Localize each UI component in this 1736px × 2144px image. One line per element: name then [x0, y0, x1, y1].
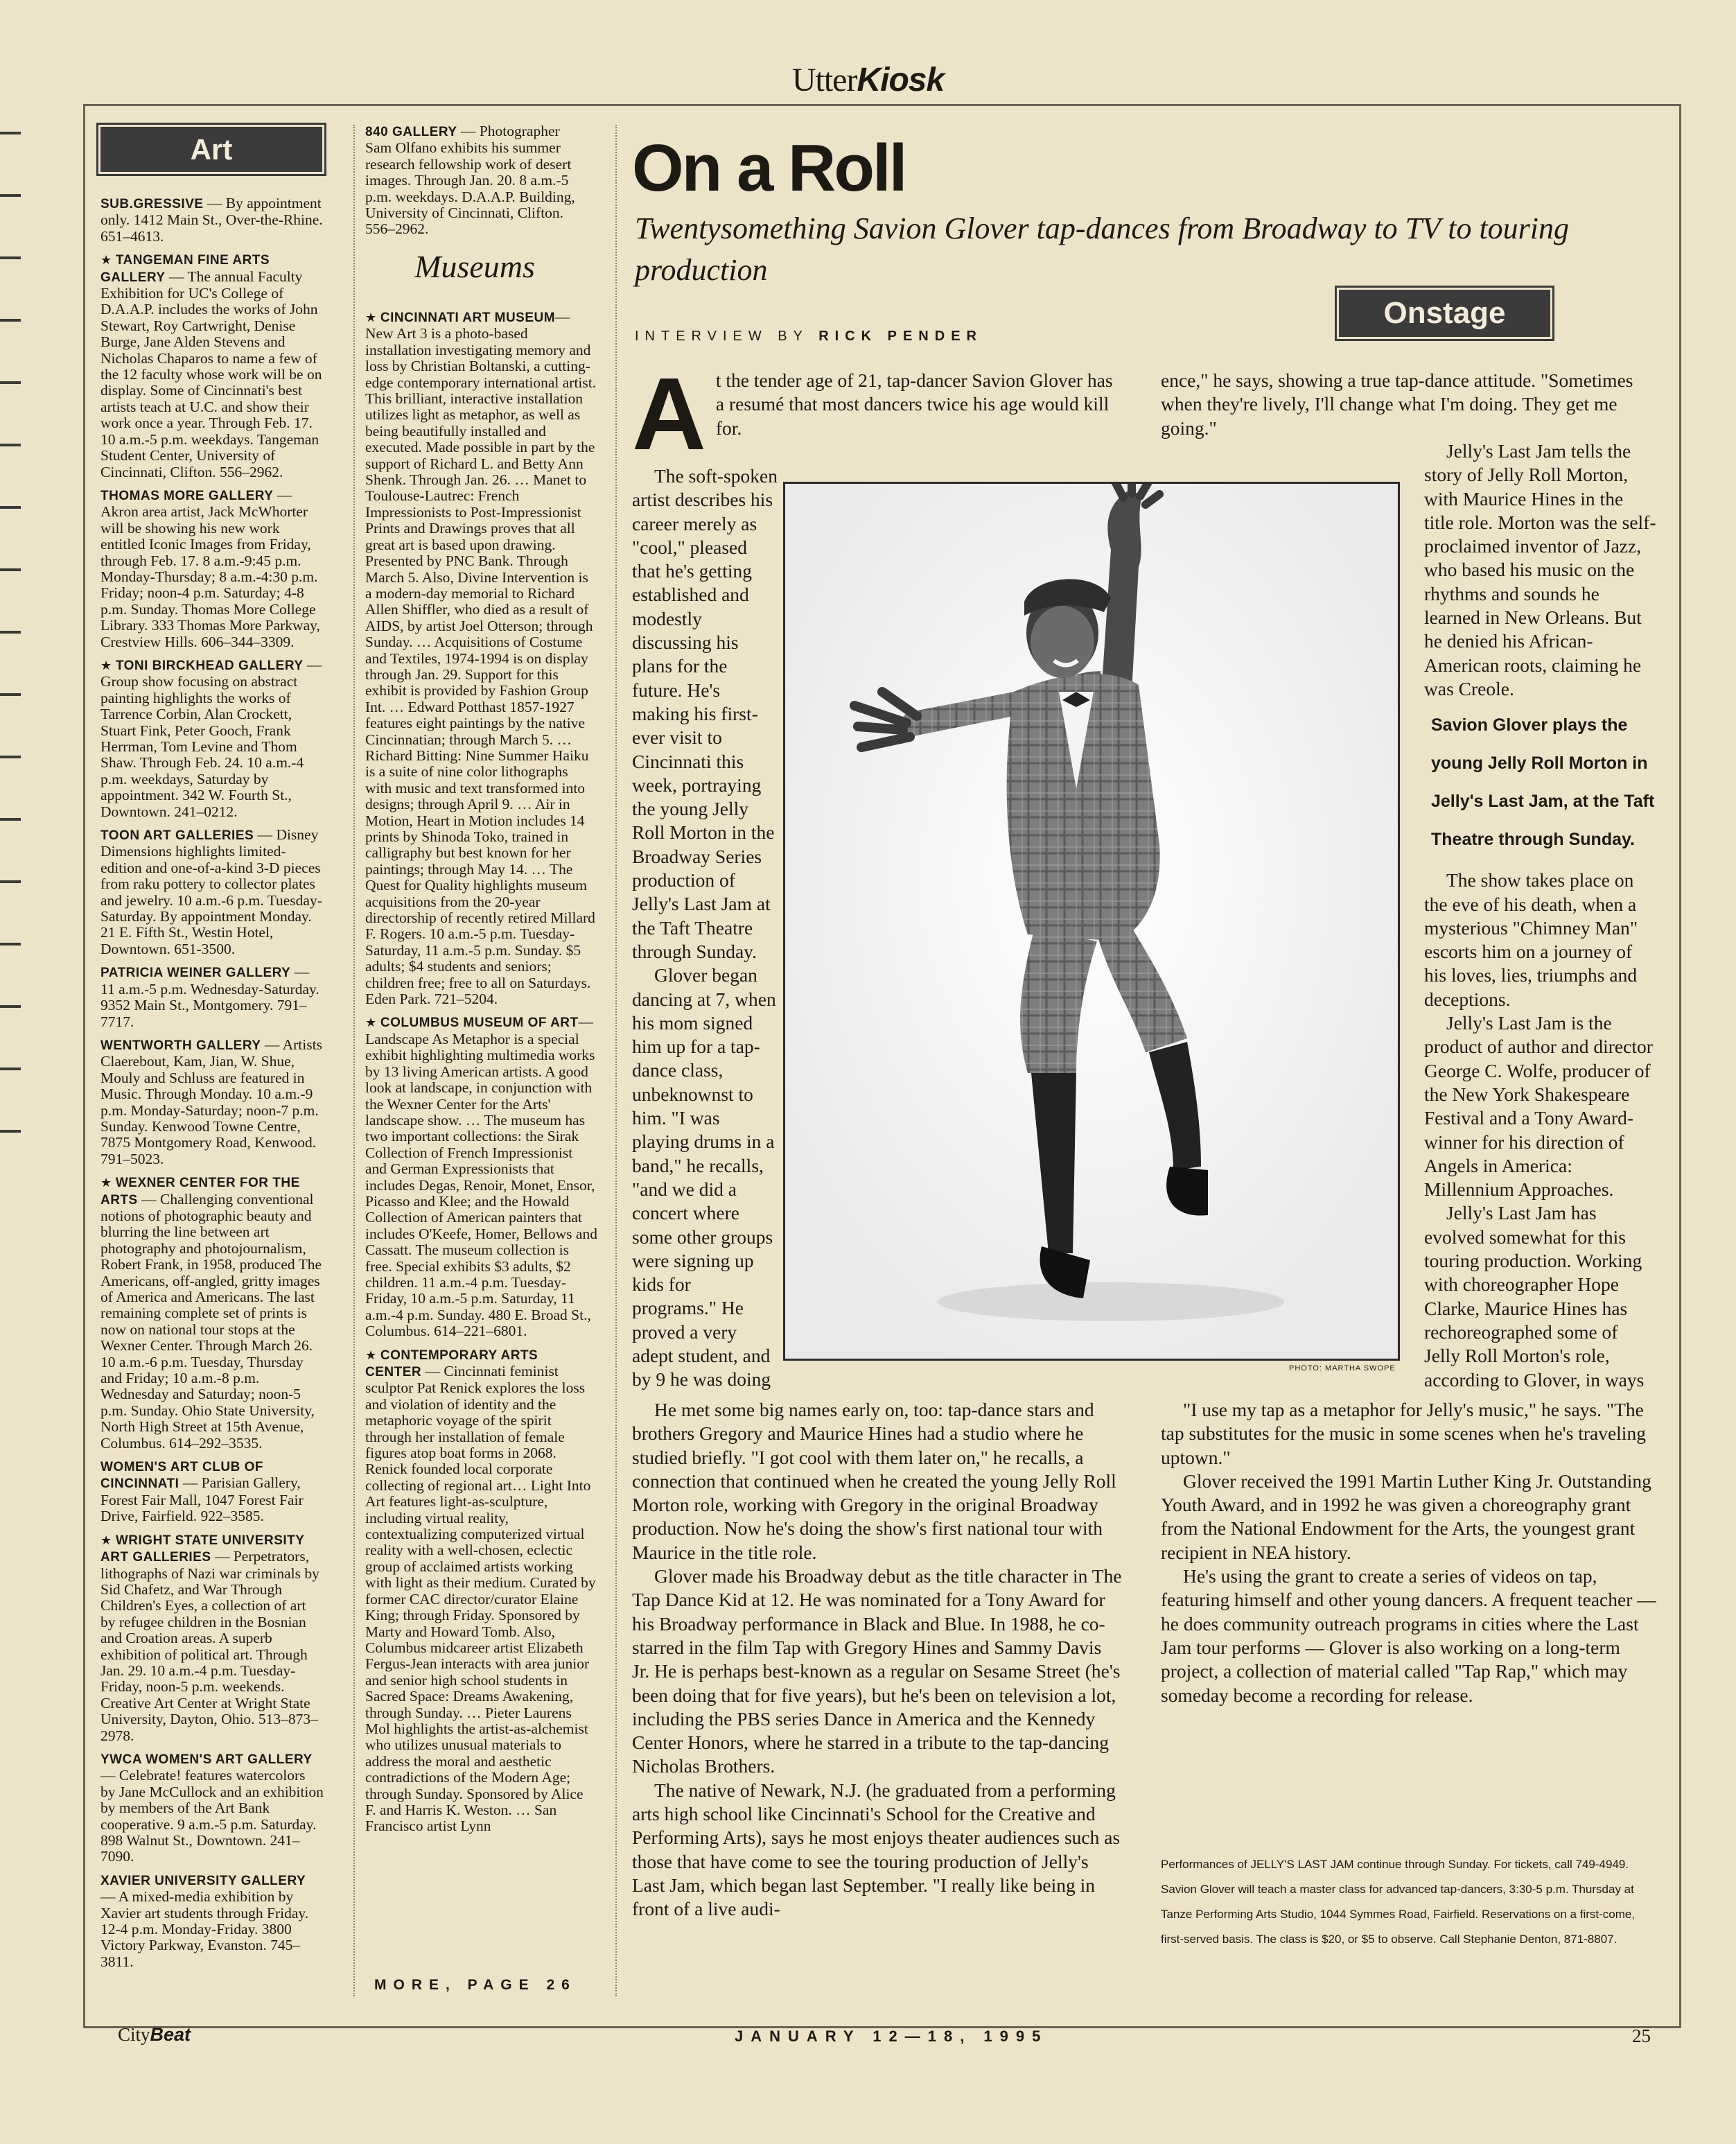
article-paragraph: Jelly's Last Jam is the product of author and director George C. Wolfe, producer of the New York Shakespeare Festival and a Tony Award-winner for his direction of Angels in America: Millennium Approaches. — [1424, 1012, 1653, 1201]
listing-name: WENTWORTH GALLERY — [100, 1038, 261, 1053]
listing-details: — Challenging conventional notions of photographic beauty and blurring the line between art photography and photojournalism, Robert Frank, in 1958, produced The Americans, off-angled, gritty images of America and Americans. The last remaining complete set of prints is now on national tour stops at the Wexner Center. Through March 26. 10 a.m.-6 p.m. Tuesday, Thursday and Friday; 10 a.m.-8 p.m. Wednesday and Saturday; noon-5 p.m. Sunday. Ohio State University, North High Street at 15th Avenue, Columbus. 614–292–3535. — [100, 1190, 322, 1452]
listing-entry — [100, 1872, 324, 1970]
listing-name: WRIGHT STATE UNIVERSITY ART GALLERIES — [100, 1533, 305, 1565]
photo-credit: PHOTO: MARTHA SWOPE — [1289, 1364, 1396, 1372]
article-paragraph: Jelly's Last Jam has evolved somewhat for this touring production. Working with choreographer Hope Clarke, Maurice Hines has rechoreographed some of Jelly Roll Morton's role, according to Glover, in ways — [1424, 1202, 1645, 1391]
issue-date: JANUARY 12—18, 1995 — [735, 2028, 1049, 2045]
listing-name: CINCINNATI ART MUSEUM — [380, 311, 556, 325]
listing-name: TONI BIRCKHEAD GALLERY — [115, 658, 304, 673]
listing-entry — [100, 1037, 324, 1167]
article-right-bottom — [1161, 1398, 1656, 1707]
logo-utter: Utter — [791, 62, 857, 98]
listing-name: WOMEN'S ART CLUB OF CINCINNATI — [100, 1460, 263, 1492]
listing-details: — Artists Claerebout, Kam, Jian, W. Shue, Mouly and Schluss are featured in Music. Through Monday. 10 a.m.-9 p.m. Monday-Saturday; noon-7 p.m. Sunday. Kenwood Towne Centre, 7875 Montgomery Road, Kenwood. 791–5023. — [100, 1036, 322, 1167]
byline — [635, 329, 983, 345]
listing-entry — [100, 657, 324, 820]
listing-name: TOON ART GALLERIES — [100, 828, 254, 844]
footer-beat: Beat — [150, 2024, 191, 2045]
article-lead — [632, 357, 1123, 471]
logo-kiosk: Kiosk — [857, 62, 945, 98]
article-wrap-column — [632, 464, 778, 1393]
listing-name: PATRICIA WEINER GALLERY — [100, 966, 291, 981]
star-icon: ★ — [365, 311, 380, 325]
dancer-illustration — [785, 484, 1398, 1359]
listing-details: — 11 a.m.-5 p.m. Wednesday-Saturday. 9352 Main St., Montgomery. 791–7717. — [100, 964, 319, 1030]
star-icon: ★ — [100, 1533, 116, 1548]
listing-details: — New Art 3 is a photo-based installation investigating memory and loss by Christian Boltanski, a cutting-edge contemporary international artist. This brilliant, interactive installation utilizes light as metaphor, as well as being beautifully installed and executed. Made possible in part by the support of Richard L. and Betty Ann Shenk. Through Jan. 26. … Manet to Toulouse-Lautrec: French Impressionists to Post-Impressionist Prints and Drawings proves that all great art is based upon drawing. Presented by PNC Bank. Through March 5. Also, Divine Intervention is a modern-day memorial to Richard Allen Shiffler, who died as a result of AIDS, by artist Joel Otterson; through Sunday. … Acquisitions of Costume and Textiles, 1974-1994 is on display through Jan. 29. Support for this exhibit is provided by Fashion Group Int. … Edward Potthast 1857-1927 features eight paintings by the native Cincinnatian; through March 5. … Richard Bitting: Nine Summer Haiku is a suite of nine color lithographs with music and text transformed into designs; through April 9. … Air in Motion, Heart in Motion includes 14 prints by Shinoda Toko, trained in calligraphy but best known for her paintings; through May 14. … The Quest for Quality highlights museum acquisitions from the 20-year directorship of recently retired Millard F. Rogers. 10 a.m.-5 p.m. Tuesday-Saturday, 11 a.m.-5 p.m. Sunday. $5 adults; $4 students and seniors; children free; free to all on Saturdays. Eden Park. 721–5204. — [365, 308, 597, 1008]
article-right-narrow — [1424, 439, 1656, 1391]
article-paragraph: He met some big names early on, too: tap-dance stars and brothers Gregory and Maurice Hines had a studio where he studied briefly. "I got cool with them later on," he recalls, a connection that continued when he created the young Jelly Roll Morton role, working with Gregory in the original Broadway production. Now he's doing the show's first national tour with Maurice in the title role. — [632, 1399, 1116, 1563]
listing-details: — Disney Dimensions highlights limited-edition and one-of-a-kind 3-D pieces from raku pottery to collector plates and jewelry. 10 a.m.-6 p.m. Tuesday-Saturday. By appointment Monday. 21 E. Fifth St., Westin Hotel, Downtown. 651-3500. — [100, 826, 322, 957]
listing-entry — [100, 487, 324, 650]
pull-quote: Savion Glover plays the young Jelly Roll Morton in Jelly's Last Jam, at the Taft Theatre through Sunday. — [1431, 715, 1655, 850]
listing-name: XAVIER UNIVERSITY GALLERY — [100, 1873, 306, 1888]
onstage-label: Onstage — [1339, 290, 1550, 337]
listing-entry — [100, 964, 324, 1030]
star-icon: ★ — [100, 1176, 116, 1191]
listing-entry — [100, 252, 324, 480]
listing-entry — [100, 1458, 324, 1525]
footer-city: City — [118, 2024, 150, 2045]
gallery-listings-cont — [365, 123, 580, 245]
star-icon: ★ — [100, 658, 116, 673]
listing-details: — The annual Faculty Exhibition for UC's College of D.A.A.P. includes the works of John Stewart, Roy Cartwright, Denise Burge, Jane Alden Stevens and Nicholas Chaparos to name a few of the 12 faculty whose work will be on display. Some of Cincinnati's best artists teach at U.C. and show their work once a year. Through Feb. 17. 10 a.m.-5 p.m. weekdays. Tangeman Student Center, University of Cincinnati, Clifton. 556–2962. — [100, 268, 322, 480]
section-logo — [0, 61, 1736, 99]
dancer-photo — [783, 482, 1400, 1361]
article-paragraph: Glover began dancing at 7, when his mom signed him up for a tap-dance class, unbeknownst to him. "I was playing drums in a band," he recalls, "and we did a concert where some other groups were signing up kids for programs." He proved a very adept student, and by 9 he was doing — [632, 964, 776, 1391]
listing-name: THOMAS MORE GALLERY — [100, 488, 274, 503]
star-icon: ★ — [365, 1016, 380, 1031]
page-number: 25 — [1632, 2025, 1651, 2046]
listing-details: — Photographer Sam Olfano exhibits his summer research fellowship work of desert images. Through Jan. 20. 8 a.m.-5 p.m. weekdays. D.A.A.P. Building, University of Cincinnati, Clifton. 556–2962. — [365, 123, 575, 238]
listing-details: — Celebrate! features watercolors by Jane McCullock and an exhibition by members of the Art Bank cooperative. 9 a.m.-5 p.m. Saturday. 898 Walnut St., Downtown. 241–7090. — [100, 1767, 324, 1865]
article-subtitle: Twentysomething Savion Glover tap-dances from Broadway to TV to touring production — [635, 211, 1570, 287]
article-paragraph: Jelly's Last Jam tells the story of Jelly Roll Morton, with Maurice Hines in the title role. Morton was the self-proclaimed inventor of Jazz, who based his music on the rhythms and sounds he learned in New Orleans. But he denied his African-American roots, claiming he was Creole. — [1424, 440, 1656, 699]
listing-details: — Group show focusing on abstract painting highlights the works of Tarrence Corbin, Alan Crockett, Stuart Fink, Peter Gooch, Frank Herrman, Tom Levine and Thom Shaw. Through Feb. 24. 10 a.m.-4 p.m. weekdays, Saturday by appointment. 342 W. Fourth St., Downtown. 241–0212. — [100, 656, 322, 820]
article-right-top — [1161, 369, 1656, 440]
listing-entry — [100, 195, 324, 245]
article-left-bottom — [632, 1398, 1123, 1921]
listing-name: 840 GALLERY — [365, 125, 457, 139]
listing-name: COLUMBUS MUSEUM OF ART — [380, 1016, 579, 1031]
article-paragraph: The native of Newark, N.J. (he graduated from a performing arts high school like Cincinnati's School for the Creative and Performing Arts), says he most enjoys theater audiences such as those that have come to see the touring production of Jelly's Last Jam, which began last September. "I really like being in front of a live audi- — [632, 1779, 1121, 1920]
column-rule-1 — [353, 125, 355, 1996]
page-edge-shadow — [0, 104, 21, 1151]
art-listings — [100, 195, 324, 1977]
museums-heading: Museums — [414, 249, 535, 284]
listing-details: — Perpetrators, lithographs of Nazi war criminals by Sid Chafetz, and War Through Children's Eyes, a collection of art by refugee children in the Bosnian and Croation areas. A superb exhibition of political art. Through Jan. 29. 10 a.m.-4 p.m. Tuesday-Friday, noon-5 p.m. weekends. Creative Art Center at Wright State University, Dayton, Ohio. 513–873–2978. — [100, 1548, 319, 1744]
star-icon: ★ — [100, 253, 116, 268]
drop-cap: A — [632, 357, 706, 471]
listing-entry — [365, 309, 597, 1007]
byline-name: RICK PENDER — [818, 329, 983, 344]
star-icon: ★ — [365, 1348, 380, 1363]
listing-name: YWCA WOMEN'S ART GALLERY — [100, 1752, 313, 1767]
listing-entry — [365, 1014, 597, 1339]
listing-details: — Akron area artist, Jack McWhorter will be showing his new work entitled Iconic Images from Friday, through Feb. 17. 8 a.m.-9:45 p.m. Monday-Thursday; 8 a.m.-4:30 p.m. Friday; noon-4 p.m. Saturday; 4-8 p.m. Sunday. Thomas More College Library. 333 Thomas More Parkway, Crestview Hills. 606–344–3309. — [100, 486, 320, 650]
lead-paragraph: t the tender age of 21, tap-dancer Savion Glover has a resumé that most dancers twice his age would kill for. — [715, 369, 1113, 439]
listing-name: SUB.GRESSIVE — [100, 197, 204, 211]
listing-entry — [365, 123, 580, 238]
art-label: Art — [100, 127, 322, 172]
listing-details: — By appointment only. 1412 Main St., Over-the-Rhine. 651–4613. — [100, 195, 323, 245]
more-link[interactable]: MORE, PAGE 26 — [374, 1977, 577, 1993]
listing-name: WEXNER CENTER FOR THE ARTS — [100, 1176, 300, 1208]
footer-logo — [118, 2024, 191, 2046]
listing-entry — [100, 827, 324, 957]
byline-prefix: INTERVIEW BY — [635, 329, 819, 344]
listing-entry — [100, 1751, 324, 1865]
listing-entry — [100, 1174, 324, 1452]
listing-details: — Cincinnati feminist sculptor Pat Renick explores the loss and violation of identity and the metaphoric voyage of the spirit through her installation of female figures atop boat forms in 2068. Renick founded local corporate collecting of regional art… Light Into Art features light-as-sculpture, including virtual reality, contextualizing computerized virtual reality with a well-chosen, eclectic group of acclaimed artists working with light as their medium. Curated by former CAC director/curator Elaine King; through Friday. Sponsored by Marty and Howard Tomb. Also, Columbus midcareer artist Elizabeth Fergus-Jean interacts with area junior and senior high school students in Sacred Space: Dreams Awakening, through Sunday. … Pieter Laurens Mol highlights the artist-as-alchemist who utilizes unusual materials to address the moral and aesthetic contradictions of the Modern Age; through Sunday. Sponsored by Alice F. and Harris K. Weston. … San Francisco artist Lynn — [365, 1363, 596, 1835]
listing-entry — [100, 1532, 324, 1744]
article-paragraph: He's using the grant to create a series of videos on tap, featuring himself and other young dancers. A frequent teacher — he does community outreach programs in cities where the Last Jam tour performs — Glover is also working on a long-term project, a collection of material called "Tap Rap," which may someday become a recording for release. — [1161, 1565, 1656, 1706]
article-paragraph: Glover made his Broadway debut as the title character in The Tap Dance Kid at 12. He was nominated for a Tony Award for his Broadway performance in Black and Blue. In 1988, he co-starred in the film Tap with Gregory Hines and Sammy Davis Jr. He is perhaps best-known as a regular on Sesame Street (he's been doing that for five years), but he's been on television a lot, including the PBS series Dance in America and the Kennedy Center Honors, where he starred in a tribute to the tap-dancing Nicholas Brothers. — [632, 1565, 1122, 1777]
article-paragraph: "I use my tap as a metaphor for Jelly's music," he says. "The tap substitutes for the music in some scenes when he's traveling uptown." — [1161, 1399, 1646, 1468]
listing-name: CONTEMPORARY ARTS CENTER — [365, 1348, 538, 1379]
museum-listings — [365, 309, 597, 1842]
listing-name: TANGEMAN FINE ARTS GALLERY — [100, 253, 270, 285]
listing-details: — Parisian Gallery, Forest Fair Mall, 1047 Forest Fair Drive, Fairfield. 922–3585. — [100, 1474, 304, 1525]
article-title: On a Roll — [632, 131, 906, 205]
listing-details: —Landscape As Metaphor is a special exhibit highlighting multimedia works by 13 living American artists. A good look at landscape, in conjunction with the Wexner Center for the Arts' landscape show. … The museum has two important collections: the Sirak Collection of French Impressionist and German Expressionists that includes Degas, Renoir, Monet, Ensor, Picasso and Klee; and the Howald Collection of American painters that includes O'Keefe, Homer, Bellows and Cassatt. The museum collection is free. Special exhibits $3 adults, $2 children. 11 a.m.-4 p.m. Tuesday-Friday, 10 a.m.-5 p.m. Saturday, 11 a.m.-4 p.m. Sunday. 480 E. Broad St., Columbus. 614–221–6801. — [365, 1013, 597, 1340]
article-paragraph: The soft-spoken artist describes his career merely as "cool," pleased that he's getting established and modestly discussing his plans for the future. He's making his first-ever visit to Cincinnati this week, portraying the young Jelly Roll Morton in the Broadway Series production of Jelly's Last Jam at the Taft Theatre through Sunday. — [632, 465, 778, 962]
article-paragraph: Glover received the 1991 Martin Luther King Jr. Outstanding Youth Award, and in 1992 he was given a choreography grant from the National Endowment for the Arts, the youngest grant recipient in NEA history. — [1161, 1470, 1651, 1563]
article-paragraph: The show takes place on the eve of his death, when a mysterious "Chimney Man" escorts him on a journey of his loves, lies, triumphs and deceptions. — [1424, 869, 1638, 1010]
listing-entry — [365, 1347, 597, 1835]
performance-note: Performances of JELLY'S LAST JAM continue through Sunday. For tickets, call 749-4949. Savion Glover will teach a master class for advanced tap-dancers, 3:30-5 p.m. Thursday at Tanze Performing Arts Studio, 1044 Symmes Road, Fairfield. Reservations on a first-come, first-served basis. The class is $20, or $5 to observe. Call Stephanie Denton, 871-8807. — [1161, 1858, 1636, 1946]
column-rule-2 — [615, 125, 617, 1996]
listing-details: — A mixed-media exhibition by Xavier art students through Friday. 12-4 p.m. Monday-Friday. 3800 Victory Parkway, Evanston. 745–3811. — [100, 1888, 309, 1970]
article-paragraph: ence," he says, showing a true tap-dance attitude. "Sometimes when they're lively, I'll change what I'm doing. They get me going." — [1161, 369, 1633, 439]
